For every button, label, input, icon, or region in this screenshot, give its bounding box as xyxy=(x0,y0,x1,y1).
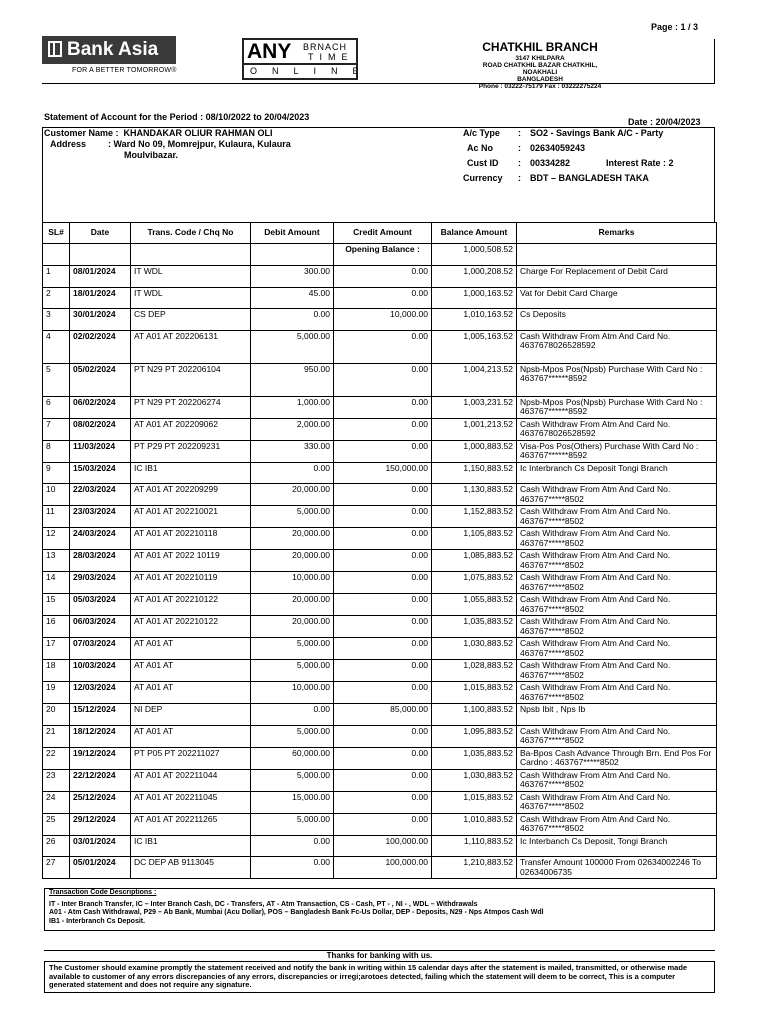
row-date: 24/03/2024 xyxy=(70,528,131,550)
row-balance: 1,035,883.52 xyxy=(432,616,517,638)
row-balance: 1,001,213.52 xyxy=(432,418,517,440)
row-balance: 1,015,883.52 xyxy=(432,682,517,704)
row-sl: 7 xyxy=(43,418,70,440)
customer-name-label: Customer Name : xyxy=(44,128,119,138)
row-trans-code: PT N29 PT 202206104 xyxy=(131,363,251,396)
branch-line: BANGLADESH xyxy=(517,76,563,83)
table-row xyxy=(43,660,717,682)
page-number: Page : 1 / 3 xyxy=(650,22,698,32)
codes-line: IT - Inter Branch Transfer, IC – Inter Branch Cash, DC - Transfers, AT - Atm Transaction, CS - Cash, PT - , NI - , WDL – Withdrawals xyxy=(49,900,478,908)
row-credit: 0.00 xyxy=(334,572,432,594)
statement-period: Statement of Account for the Period : 08/10/2022 to 20/04/2023 xyxy=(44,112,310,122)
row-remarks: Cash Withdraw From Atm And Card No. 463767*****8502 xyxy=(517,660,717,682)
account-key: Currency xyxy=(463,173,503,183)
row-balance: 1,010,883.52 xyxy=(432,813,517,835)
row-remarks: Cash Withdraw From Atm And Card No. 463767*****8502 xyxy=(517,506,717,528)
row-debit: 0.00 xyxy=(251,704,334,726)
table-row xyxy=(43,704,717,726)
row-credit: 0.00 xyxy=(334,725,432,747)
row-date: 07/03/2024 xyxy=(70,638,131,660)
row-remarks: Cash Withdraw From Atm And Card No. 463767*****8502 xyxy=(517,528,717,550)
account-key: Cust ID xyxy=(467,158,499,168)
row-credit: 0.00 xyxy=(334,638,432,660)
row-balance: 1,010,163.52 xyxy=(432,309,517,331)
row-date: 06/03/2024 xyxy=(70,616,131,638)
row-remarks: Ic Interbanch Cs Deposit, Tongi Branch xyxy=(517,835,717,857)
row-sl: 27 xyxy=(43,857,70,879)
codes-line: IB1 - Interbranch Cs Deposit. xyxy=(49,917,146,925)
branch-line: NOAKHALI xyxy=(522,69,558,76)
branch-address xyxy=(440,55,640,90)
row-debit: 300.00 xyxy=(251,266,334,288)
account-value: 02634059243 xyxy=(530,143,586,153)
table-row xyxy=(43,418,717,440)
row-debit: 0.00 xyxy=(251,857,334,879)
row-trans-code: AT A01 AT xyxy=(131,638,251,660)
row-remarks: Cash Withdraw From Atm And Card No. 4637678026528592 xyxy=(517,330,717,363)
row-balance: 1,015,883.52 xyxy=(432,791,517,813)
transactions-table xyxy=(42,222,717,879)
branch-line: 3147 KHILPARA xyxy=(515,55,565,62)
row-remarks: Npsb-Mpos Pos(Npsb) Purchase With Card No : 463767******8592 xyxy=(517,363,717,396)
row-credit: 0.00 xyxy=(334,682,432,704)
table-row xyxy=(43,396,717,418)
row-credit: 0.00 xyxy=(334,550,432,572)
row-balance: 1,095,883.52 xyxy=(432,725,517,747)
opening-balance-row xyxy=(43,244,717,266)
account-row: Ac No : 02634059243 xyxy=(463,143,674,158)
row-date: 08/01/2024 xyxy=(70,266,131,288)
table-row xyxy=(43,528,717,550)
row-debit: 0.00 xyxy=(251,309,334,331)
row-credit: 0.00 xyxy=(334,747,432,769)
row-remarks: Cash Withdraw From Atm And Card No. 463767*****8502 xyxy=(517,769,717,791)
row-credit: 0.00 xyxy=(334,287,432,309)
row-debit: 5,000.00 xyxy=(251,725,334,747)
row-credit: 100,000.00 xyxy=(334,835,432,857)
table-row xyxy=(43,747,717,769)
row-trans-code: IC IB1 xyxy=(131,835,251,857)
row-remarks: Transfer Amount 100000 From 02634002246 To 02634006735 xyxy=(517,857,717,879)
row-debit: 5,000.00 xyxy=(251,813,334,835)
table-row xyxy=(43,682,717,704)
row-credit: 0.00 xyxy=(334,769,432,791)
row-sl: 18 xyxy=(43,660,70,682)
row-balance: 1,152,883.52 xyxy=(432,506,517,528)
bank-logo xyxy=(42,36,176,64)
row-date: 12/03/2024 xyxy=(70,682,131,704)
row-credit: 0.00 xyxy=(334,528,432,550)
row-trans-code: AT A01 AT 202210119 xyxy=(131,572,251,594)
row-trans-code: AT A01 AT 202210021 xyxy=(131,506,251,528)
row-trans-code: AT A01 AT xyxy=(131,660,251,682)
table-row xyxy=(43,484,717,506)
row-date: 05/01/2024 xyxy=(70,857,131,879)
table-row xyxy=(43,363,717,396)
row-balance: 1,000,208.52 xyxy=(432,266,517,288)
row-remarks: Cash Withdraw From Atm And Card No. 463767*****8502 xyxy=(517,725,717,747)
row-balance: 1,028,883.52 xyxy=(432,660,517,682)
row-date: 08/02/2024 xyxy=(70,418,131,440)
row-date: 02/02/2024 xyxy=(70,330,131,363)
disclaimer xyxy=(44,962,728,993)
row-sl: 5 xyxy=(43,363,70,396)
row-balance: 1,000,883.52 xyxy=(432,440,517,462)
row-debit: 45.00 xyxy=(251,287,334,309)
logo-time: TIME xyxy=(308,52,354,62)
row-sl: 15 xyxy=(43,594,70,616)
col-header: SL# xyxy=(43,223,70,244)
row-sl: 9 xyxy=(43,462,70,484)
table-row xyxy=(43,572,717,594)
row-date: 29/12/2024 xyxy=(70,813,131,835)
row-balance: 1,030,883.52 xyxy=(432,638,517,660)
account-row: Currency : BDT – BANGLADESH TAKA xyxy=(463,173,674,188)
row-credit: 85,000.00 xyxy=(334,704,432,726)
table-row xyxy=(43,725,717,747)
customer-name: KHANDAKAR OLIUR RAHMAN OLI xyxy=(123,128,273,138)
row-debit: 5,000.00 xyxy=(251,660,334,682)
row-trans-code: AT A01 AT 202210118 xyxy=(131,528,251,550)
address-line: Moulvibazar. xyxy=(124,150,179,160)
table-row xyxy=(43,857,717,879)
row-credit: 0.00 xyxy=(334,616,432,638)
col-header: Date xyxy=(70,223,131,244)
row-credit: 0.00 xyxy=(334,266,432,288)
row-remarks: Cash Withdraw From Atm And Card No. 463767*****8502 xyxy=(517,550,717,572)
row-remarks: Charge For Replacement of Debit Card xyxy=(517,266,717,288)
opening-balance-value: 1,000,508.52 xyxy=(432,244,517,266)
row-trans-code: AT A01 AT 2022 10119 xyxy=(131,550,251,572)
row-trans-code: AT A01 AT 202210122 xyxy=(131,594,251,616)
table-row xyxy=(43,440,717,462)
row-date: 19/12/2024 xyxy=(70,747,131,769)
row-balance: 1,004,213.52 xyxy=(432,363,517,396)
row-remarks: Ic Interbranch Cs Deposit Tongi Branch xyxy=(517,462,717,484)
row-remarks: Cash Withdraw From Atm And Card No. 463767*****8502 xyxy=(517,572,717,594)
row-credit: 0.00 xyxy=(334,594,432,616)
row-balance: 1,075,883.52 xyxy=(432,572,517,594)
row-debit: 950.00 xyxy=(251,363,334,396)
row-date: 03/01/2024 xyxy=(70,835,131,857)
row-balance: 1,105,883.52 xyxy=(432,528,517,550)
table-row xyxy=(43,594,717,616)
row-date: 15/03/2024 xyxy=(70,462,131,484)
row-trans-code: IT WDL xyxy=(131,287,251,309)
table-row xyxy=(43,462,717,484)
row-remarks: Cash Withdraw From Atm And Card No. 463767*****8502 xyxy=(517,791,717,813)
row-debit: 5,000.00 xyxy=(251,330,334,363)
row-trans-code: AT A01 AT 202211265 xyxy=(131,813,251,835)
row-date: 18/01/2024 xyxy=(70,287,131,309)
row-remarks: Cash Withdraw From Atm And Card No. 463767*****8502 xyxy=(517,682,717,704)
row-debit: 10,000.00 xyxy=(251,682,334,704)
row-balance: 1,000,163.52 xyxy=(432,287,517,309)
row-date: 15/12/2024 xyxy=(70,704,131,726)
customer-info xyxy=(44,128,291,161)
row-remarks: Cash Withdraw From Atm And Card No. 463767*****8502 xyxy=(517,594,717,616)
row-trans-code: IC IB1 xyxy=(131,462,251,484)
row-credit: 0.00 xyxy=(334,330,432,363)
row-balance: 1,005,163.52 xyxy=(432,330,517,363)
bank-tagline: FOR A BETTER TOMORROW® xyxy=(72,67,177,74)
row-credit: 150,000.00 xyxy=(334,462,432,484)
row-debit: 20,000.00 xyxy=(251,484,334,506)
row-trans-code: PT P29 PT 202209231 xyxy=(131,440,251,462)
row-trans-code: AT A01 AT 202206131 xyxy=(131,330,251,363)
branch-line: ROAD CHATKHIL BAZAR CHATKHIL, xyxy=(482,62,598,69)
account-info xyxy=(463,128,674,188)
row-sl: 17 xyxy=(43,638,70,660)
row-debit: 5,000.00 xyxy=(251,506,334,528)
row-date: 28/03/2024 xyxy=(70,550,131,572)
row-sl: 26 xyxy=(43,835,70,857)
col-header: Remarks xyxy=(517,223,717,244)
address-line: : Ward No 09, Momrejpur, Kulaura, Kulaura xyxy=(108,139,291,149)
interest-rate: Interest Rate : 2 xyxy=(606,158,674,168)
account-value: 00334282 xyxy=(530,158,571,168)
row-balance: 1,035,883.52 xyxy=(432,747,517,769)
row-credit: 0.00 xyxy=(334,506,432,528)
row-remarks: Ba-Bpos Cash Advance Through Brn. End Pos For Cardno : 463767*****8502 xyxy=(517,747,717,769)
table-row xyxy=(43,791,717,813)
row-sl: 20 xyxy=(43,704,70,726)
row-balance: 1,130,883.52 xyxy=(432,484,517,506)
row-remarks: Visa-Pos Pos(Others) Purchase With Card No : 463767******8592 xyxy=(517,440,717,462)
row-balance: 1,150,883.52 xyxy=(432,462,517,484)
row-debit: 0.00 xyxy=(251,462,334,484)
row-trans-code: AT A01 AT 202209062 xyxy=(131,418,251,440)
row-remarks: Npsb-Mpos Pos(Npsb) Purchase With Card No : 463767******8592 xyxy=(517,396,717,418)
bank-logo-icon xyxy=(48,41,62,57)
row-date: 10/03/2024 xyxy=(70,660,131,682)
header-border xyxy=(714,39,715,83)
row-sl: 16 xyxy=(43,616,70,638)
disclaimer-text: The Customer should examine promptly the statement received and notify the bank in writing within 15 calendar days after the statement is mailed, transmitted, or otherwise made available to customer of any errors discrepancies of any errors, discrepancies or irregi;arotoes detected, failing which the statement will deem to be correct, This is a computer generated statement and does not require any signature. xyxy=(44,962,715,993)
row-date: 11/03/2024 xyxy=(70,440,131,462)
row-balance: 1,100,883.52 xyxy=(432,704,517,726)
row-trans-code: IT WDL xyxy=(131,266,251,288)
row-sl: 14 xyxy=(43,572,70,594)
account-key: A/c Type xyxy=(463,128,500,138)
table-row xyxy=(43,638,717,660)
row-sl: 2 xyxy=(43,287,70,309)
codes-line: A01 - Atm Cash Withdrawal, P29 – Ab Bank, Mumbai (Acu Dollar), POS – Bangladesh Bank Fc-Us Dollar, DEP - Deposits, N29 - Nps Atmpos Cash Wdl xyxy=(49,909,544,916)
row-sl: 12 xyxy=(43,528,70,550)
row-date: 06/02/2024 xyxy=(70,396,131,418)
row-remarks: Cash Withdraw From Atm And Card No. 463767*****8502 xyxy=(517,484,717,506)
table-row xyxy=(43,287,717,309)
row-balance: 1,110,883.52 xyxy=(432,835,517,857)
table-row xyxy=(43,835,717,857)
row-trans-code: CS DEP xyxy=(131,309,251,331)
row-credit: 0.00 xyxy=(334,396,432,418)
logo-any: ANY xyxy=(247,40,292,63)
info-border-left xyxy=(42,127,43,223)
row-credit: 100,000.00 xyxy=(334,857,432,879)
logo-brnach: BRNACH xyxy=(303,42,348,52)
row-credit: 0.00 xyxy=(334,440,432,462)
row-date: 23/03/2024 xyxy=(70,506,131,528)
transaction-codes xyxy=(44,888,715,931)
row-sl: 23 xyxy=(43,769,70,791)
row-remarks: Vat for Debit Card Charge xyxy=(517,287,717,309)
table-header-row xyxy=(43,223,717,244)
row-date: 18/12/2024 xyxy=(70,725,131,747)
account-value: SO2 - Savings Bank A/C - Party xyxy=(530,128,664,138)
row-sl: 4 xyxy=(43,330,70,363)
row-trans-code: AT A01 AT 202210122 xyxy=(131,616,251,638)
info-border-right xyxy=(714,127,715,223)
row-sl: 22 xyxy=(43,747,70,769)
table-row xyxy=(43,550,717,572)
row-date: 22/03/2024 xyxy=(70,484,131,506)
row-debit: 2,000.00 xyxy=(251,418,334,440)
row-sl: 8 xyxy=(43,440,70,462)
row-credit: 0.00 xyxy=(334,363,432,396)
row-sl: 19 xyxy=(43,682,70,704)
col-header: Credit Amount xyxy=(334,223,432,244)
row-remarks: Cash Withdraw From Atm And Card No. 4637678026528592 xyxy=(517,418,717,440)
row-balance: 1,210,883.52 xyxy=(432,857,517,879)
row-sl: 11 xyxy=(43,506,70,528)
table-row xyxy=(43,813,717,835)
branch-phone: Phone : 03222-75179 Fax : 03222275224 xyxy=(478,83,602,90)
row-remarks: Cash Withdraw From Atm And Card No. 463767*****8502 xyxy=(517,813,717,835)
row-trans-code: AT A01 AT xyxy=(131,682,251,704)
table-row xyxy=(43,309,717,331)
row-debit: 0.00 xyxy=(251,835,334,857)
row-date: 29/03/2024 xyxy=(70,572,131,594)
row-trans-code: PT P05 PT 202211027 xyxy=(131,747,251,769)
row-balance: 1,003,231.52 xyxy=(432,396,517,418)
branch-title: CHATKHIL BRANCH xyxy=(482,40,598,54)
row-date: 25/12/2024 xyxy=(70,791,131,813)
row-sl: 13 xyxy=(43,550,70,572)
row-date: 22/12/2024 xyxy=(70,769,131,791)
account-row: Cust ID : 00334282 Interest Rate : 2 xyxy=(463,158,674,173)
row-debit: 15,000.00 xyxy=(251,791,334,813)
row-date: 05/02/2024 xyxy=(70,363,131,396)
row-remarks: Npsb Ibit , Nps Ib xyxy=(517,704,717,726)
table-row xyxy=(43,769,717,791)
col-header: Trans. Code / Chq No xyxy=(131,223,251,244)
row-sl: 6 xyxy=(43,396,70,418)
row-debit: 5,000.00 xyxy=(251,638,334,660)
row-sl: 3 xyxy=(43,309,70,331)
row-trans-code: PT N29 PT 202206274 xyxy=(131,396,251,418)
table-row xyxy=(43,330,717,363)
row-debit: 20,000.00 xyxy=(251,594,334,616)
row-date: 30/01/2024 xyxy=(70,309,131,331)
row-sl: 25 xyxy=(43,813,70,835)
row-credit: 0.00 xyxy=(334,660,432,682)
row-sl: 1 xyxy=(43,266,70,288)
any-time-online-logo xyxy=(242,38,374,80)
row-credit: 0.00 xyxy=(334,791,432,813)
codes-title: Transaction Code Descriptions : xyxy=(49,889,157,896)
row-remarks: Cash Withdraw From Atm And Card No. 463767*****8502 xyxy=(517,638,717,660)
row-trans-code: NI DEP xyxy=(131,704,251,726)
row-balance: 1,055,883.52 xyxy=(432,594,517,616)
opening-balance-label: Opening Balance : xyxy=(334,244,432,266)
row-sl: 24 xyxy=(43,791,70,813)
row-credit: 0.00 xyxy=(334,484,432,506)
account-value: BDT – BANGLADESH TAKA xyxy=(530,173,649,183)
row-credit: 10,000.00 xyxy=(334,309,432,331)
row-debit: 5,000.00 xyxy=(251,769,334,791)
account-key: Ac No xyxy=(467,143,494,153)
row-debit: 20,000.00 xyxy=(251,616,334,638)
thanks-message: Thanks for banking with us. xyxy=(44,950,715,962)
row-trans-code: DC DEP AB 9113045 xyxy=(131,857,251,879)
row-credit: 0.00 xyxy=(334,418,432,440)
table-row xyxy=(43,266,717,288)
row-remarks: Cs Deposits xyxy=(517,309,717,331)
row-trans-code: AT A01 AT 202211044 xyxy=(131,769,251,791)
row-debit: 330.00 xyxy=(251,440,334,462)
row-debit: 20,000.00 xyxy=(251,550,334,572)
row-sl: 21 xyxy=(43,725,70,747)
row-sl: 10 xyxy=(43,484,70,506)
row-debit: 1,000.00 xyxy=(251,396,334,418)
col-header: Balance Amount xyxy=(432,223,517,244)
row-debit: 20,000.00 xyxy=(251,528,334,550)
account-row: A/c Type : SO2 - Savings Bank A/C - Party xyxy=(463,128,674,143)
row-date: 05/03/2024 xyxy=(70,594,131,616)
row-balance: 1,085,883.52 xyxy=(432,550,517,572)
row-trans-code: AT A01 AT 202211045 xyxy=(131,791,251,813)
address-label: Address xyxy=(50,139,87,149)
row-remarks: Cash Withdraw From Atm And Card No. 463767*****8502 xyxy=(517,616,717,638)
row-trans-code: AT A01 AT 202209299 xyxy=(131,484,251,506)
row-credit: 0.00 xyxy=(334,813,432,835)
logo-online: ONLINE xyxy=(244,63,356,78)
table-row xyxy=(43,616,717,638)
bank-name: Bank Asia xyxy=(67,39,159,60)
row-balance: 1,030,883.52 xyxy=(432,769,517,791)
col-header: Debit Amount xyxy=(251,223,334,244)
statement-date: Date : 20/04/2023 xyxy=(628,117,701,127)
header-rule xyxy=(42,83,715,84)
row-trans-code: AT A01 AT xyxy=(131,725,251,747)
row-debit: 10,000.00 xyxy=(251,572,334,594)
row-debit: 60,000.00 xyxy=(251,747,334,769)
table-row xyxy=(43,506,717,528)
